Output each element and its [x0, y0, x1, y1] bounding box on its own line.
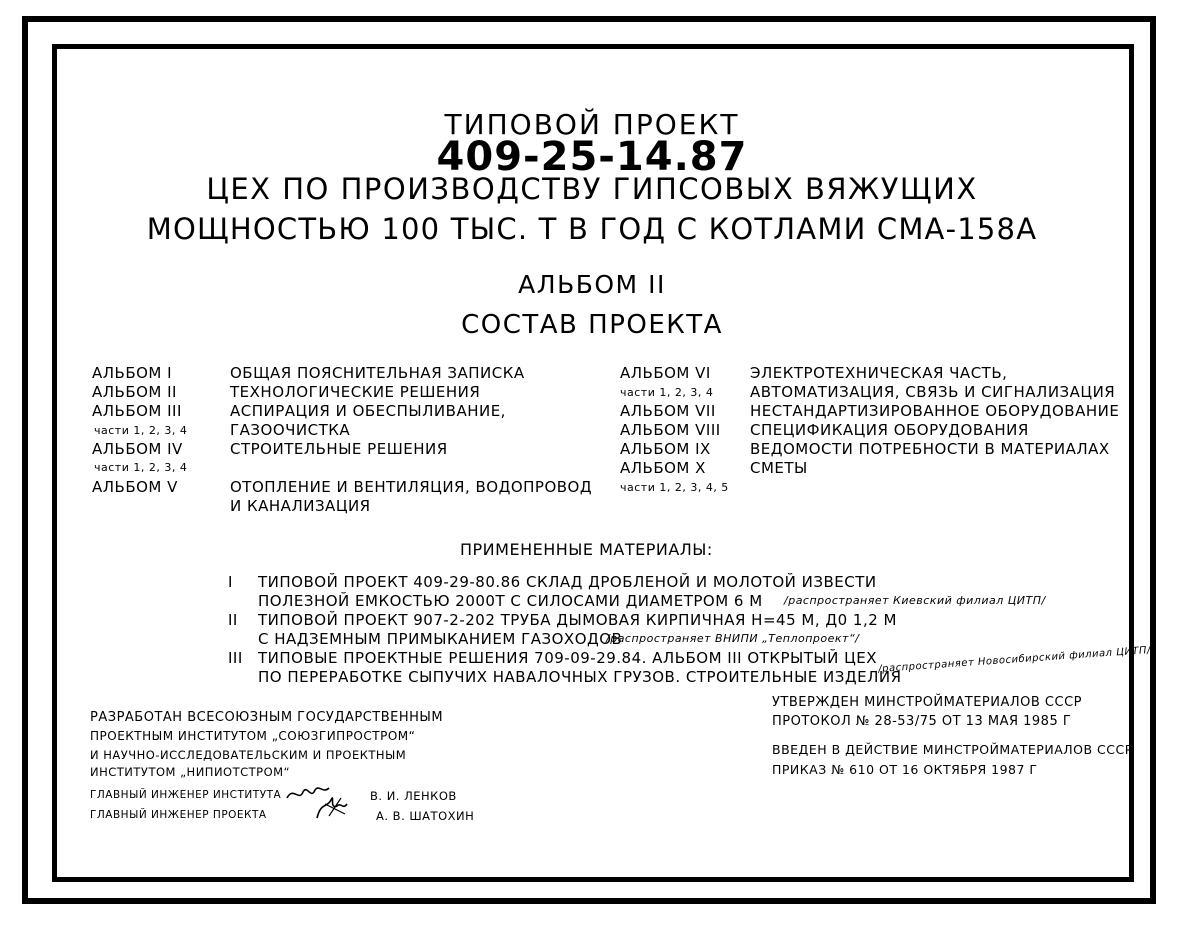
album-left-parts: части 1, 2, 3, 4 [94, 424, 188, 437]
album-left-parts: части 1, 2, 3, 4 [94, 461, 188, 474]
chief-engineer-institute-name: В. И. ЛЕНКОВ [370, 789, 457, 803]
album-left-desc: ОТОПЛЕНИЕ И ВЕНТИЛЯЦИЯ, ВОДОПРОВОД [230, 478, 593, 496]
album-right-parts: части 1, 2, 3, 4 [620, 386, 714, 399]
developer-line: ИНСТИТУТОМ „НИПИОТСТРОМ“ [90, 765, 291, 779]
album-left-desc: ТЕХНОЛОГИЧЕСКИЕ РЕШЕНИЯ [230, 383, 481, 401]
album-right-desc: ВЕДОМОСТИ ПОТРЕБНОСТИ В МАТЕРИАЛАХ [750, 440, 1110, 458]
album-left-desc: И КАНАЛИЗАЦИЯ [230, 497, 371, 515]
project-title-line1: ЦЕХ ПО ПРОИЗВОДСТВУ ГИПСОВЫХ ВЯЖУЩИХ [206, 172, 978, 206]
handwritten-signatures [285, 780, 365, 822]
album-left-label: АЛЬБОМ III [92, 402, 182, 420]
album-right-desc: СПЕЦИФИКАЦИЯ ОБОРУДОВАНИЯ [750, 421, 1029, 439]
approval-line: ПРОТОКОЛ № 28-53/75 ОТ 13 МАЯ 1985 Г [772, 714, 1072, 729]
materials-heading: ПРИМЕНЕННЫЕ МАТЕРИАЛЫ: [460, 540, 713, 559]
material-number: III [228, 649, 243, 667]
approval-line: ПРИКАЗ № 610 ОТ 16 ОКТЯБРЯ 1987 Г [772, 762, 1038, 777]
material-line: ПО ПЕРЕРАБОТКЕ СЫПУЧИХ НАВАЛОЧНЫХ ГРУЗОВ. СТРОИТЕЛЬНЫЕ ИЗДЕЛИЯ [258, 668, 902, 686]
approval-line: ВВЕДЕН В ДЕЙСТВИЕ МИНСТРОЙМАТЕРИАЛОВ СССР [772, 742, 1133, 757]
album-right-label: АЛЬБОМ X [620, 459, 706, 477]
album-left-desc: ОБЩАЯ ПОЯСНИТЕЛЬНАЯ ЗАПИСКА [230, 364, 525, 382]
album-left-desc: СТРОИТЕЛЬНЫЕ РЕШЕНИЯ [230, 440, 448, 458]
album-left-desc: АСПИРАЦИЯ И ОБЕСПЫЛИВАНИЕ, [230, 402, 506, 420]
chief-engineer-project-role: ГЛАВНЫЙ ИНЖЕНЕР ПРОЕКТА [90, 809, 267, 821]
album-heading: АЛЬБОМ II [518, 270, 666, 299]
material-note: /распространяет Киевский филиал ЦИТП/ [784, 594, 1046, 607]
album-right-desc: ЭЛЕКТРОТЕХНИЧЕСКАЯ ЧАСТЬ, [750, 364, 1008, 382]
material-number: I [228, 573, 233, 591]
album-right-desc: НЕСТАНДАРТИЗИРОВАННОЕ ОБОРУДОВАНИЕ [750, 402, 1120, 420]
album-left-label: АЛЬБОМ V [92, 478, 178, 496]
developer-line: ПРОЕКТНЫМ ИНСТИТУТОМ „СОЮЗГИПРОСТРОМ“ [90, 729, 416, 743]
chief-engineer-project-name: А. В. ШАТОХИН [376, 809, 475, 823]
album-left-label: АЛЬБОМ II [92, 383, 177, 401]
album-right-label: АЛЬБОМ IX [620, 440, 711, 458]
material-number: II [228, 611, 238, 629]
material-note: /распространяет Новосибирский филиал ЦИТП/ [878, 644, 1152, 675]
material-line: ТИПОВОЙ ПРОЕКТ 409-29-80.86 СКЛАД ДРОБЛЕНОЙ И МОЛОТОЙ ИЗВЕСТИ [258, 573, 877, 591]
album-right-label: АЛЬБОМ VII [620, 402, 716, 420]
album-right-label: АЛЬБОМ VI [620, 364, 711, 382]
composition-heading: СОСТАВ ПРОЕКТА [461, 310, 723, 340]
material-line: С НАДЗЕМНЫМ ПРИМЫКАНИЕМ ГАЗОХОДОВ [258, 630, 623, 648]
album-right-parts: части 1, 2, 3, 4, 5 [620, 481, 729, 494]
material-line: ТИПОВОЙ ПРОЕКТ 907-2-202 ТРУБА ДЫМОВАЯ КИРПИЧНАЯ Н=45 М, Д0 1,2 М [258, 611, 897, 629]
album-right-label: АЛЬБОМ VIII [620, 421, 721, 439]
album-right-desc: АВТОМАТИЗАЦИЯ, СВЯЗЬ И СИГНАЛИЗАЦИЯ [750, 383, 1116, 401]
approval-line: УТВЕРЖДЕН МИНСТРОЙМАТЕРИАЛОВ СССР [772, 695, 1082, 710]
project-title-line2: МОЩНОСТЬЮ 100 ТЫС. Т В ГОД С КОТЛАМИ СМА-158А [146, 212, 1038, 246]
project-number: 409-25-14.87 [436, 134, 748, 180]
chief-engineer-institute-role: ГЛАВНЫЙ ИНЖЕНЕР ИНСТИТУТА [90, 789, 282, 801]
album-left-label: АЛЬБОМ I [92, 364, 173, 382]
developer-line: И НАУЧНО-ИССЛЕДОВАТЕЛЬСКИМ И ПРОЕКТНЫМ [90, 748, 407, 762]
album-left-label: АЛЬБОМ IV [92, 440, 183, 458]
material-line: ТИПОВЫЕ ПРОЕКТНЫЕ РЕШЕНИЯ 709-09-29.84. АЛЬБОМ III ОТКРЫТЫЙ ЦЕХ [258, 649, 878, 667]
developer-line: РАЗРАБОТАН ВСЕСОЮЗНЫМ ГОСУДАРСТВЕННЫМ [90, 710, 444, 725]
material-line: ПОЛЕЗНОЙ ЕМКОСТЬЮ 2000Т С СИЛОСАМИ ДИАМЕТРОМ 6 М [258, 592, 763, 610]
project-type-heading: ТИПОВОЙ ПРОЕКТ [444, 108, 740, 141]
material-note: /распространяет ВНИПИ „Теплопроект“/ [606, 632, 860, 645]
album-right-desc: СМЕТЫ [750, 459, 808, 477]
album-left-desc: ГАЗООЧИСТКА [230, 421, 351, 439]
